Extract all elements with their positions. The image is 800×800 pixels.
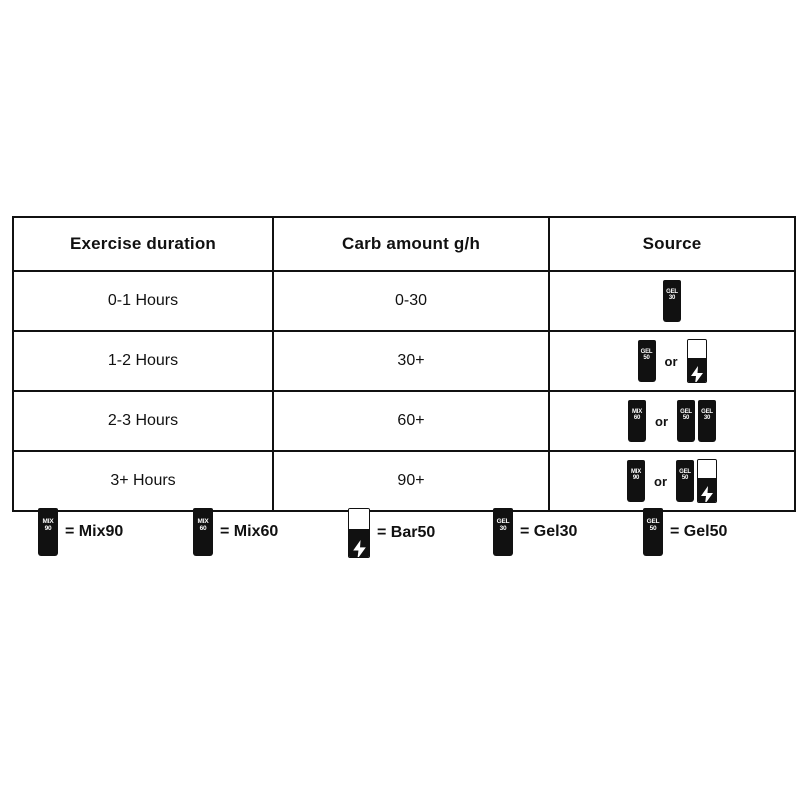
sachet-cap <box>649 508 657 512</box>
source-options <box>550 392 794 450</box>
product-gel50-icon <box>643 508 663 556</box>
or-separator: or <box>664 353 678 369</box>
source-option-group <box>687 339 707 383</box>
or-separator: or <box>655 413 668 429</box>
cell-carb-amount: 60+ <box>273 391 549 451</box>
product-label: GEL 50 <box>640 349 653 362</box>
product-bar50-icon <box>687 339 707 383</box>
product-label: GEL 30 <box>666 289 678 302</box>
legend-label: = Gel30 <box>520 523 578 540</box>
product-label: GEL 50 <box>679 469 691 482</box>
table-row <box>13 271 795 331</box>
cell-carb-amount: 90+ <box>273 451 549 511</box>
legend-item-gel30 <box>493 508 577 556</box>
product-mix60-icon <box>193 508 213 556</box>
product-label: GEL 30 <box>701 409 713 422</box>
column-header-carb-amount: Carb amount g/h <box>273 217 549 271</box>
column-header-source: Source <box>549 217 795 271</box>
cell-source <box>549 331 795 391</box>
source-options <box>550 452 794 510</box>
product-mix90-icon <box>627 460 645 502</box>
sachet-cap <box>643 340 651 344</box>
product-gel50-icon <box>638 340 656 382</box>
cell-duration: 3+ Hours <box>13 451 273 511</box>
legend-item-gel50 <box>643 508 727 556</box>
product-label: GEL 50 <box>646 518 660 532</box>
legend-label: = Mix60 <box>220 523 279 540</box>
sachet-cap <box>632 460 640 464</box>
legend-item-mix60 <box>193 508 278 556</box>
cell-carb-amount: 30+ <box>273 331 549 391</box>
cell-duration: 0-1 Hours <box>13 271 273 331</box>
legend-label: = Gel50 <box>670 523 728 540</box>
legend-item-bar50 <box>348 508 435 558</box>
sachet-cap <box>499 508 507 512</box>
source-option-group <box>676 459 717 503</box>
sachet-cap <box>44 508 52 512</box>
product-gel50-icon <box>676 460 694 502</box>
sachet-cap <box>633 400 641 404</box>
product-label: GEL 30 <box>496 518 510 532</box>
sachet-cap <box>199 508 207 512</box>
table-header-row <box>13 217 795 271</box>
cell-carb-amount: 0-30 <box>273 271 549 331</box>
table-row <box>13 391 795 451</box>
table-row <box>13 451 795 511</box>
bar-top-half <box>349 509 369 529</box>
legend-label: = Mix90 <box>65 523 124 540</box>
product-gel50-icon <box>677 400 695 442</box>
legend-label: = Bar50 <box>377 524 436 541</box>
product-label: MIX 60 <box>631 409 643 422</box>
source-option-group <box>677 400 716 442</box>
source-option-group <box>628 400 646 442</box>
table-row <box>13 331 795 391</box>
sachet-cap <box>703 400 711 404</box>
product-label: GEL 50 <box>680 409 692 422</box>
cell-duration: 1-2 Hours <box>13 331 273 391</box>
product-gel30-icon <box>698 400 716 442</box>
source-options <box>550 272 794 330</box>
source-option-group <box>627 460 645 502</box>
legend <box>38 508 778 588</box>
source-option-group <box>638 340 656 382</box>
sachet-cap <box>682 400 690 404</box>
product-label: MIX 90 <box>42 518 54 532</box>
bar-top-half <box>688 340 706 358</box>
product-mix90-icon <box>38 508 58 556</box>
or-separator: or <box>654 473 667 489</box>
product-label: MIX 60 <box>197 518 209 532</box>
product-gel30-icon <box>493 508 513 556</box>
product-bar50-icon <box>697 459 717 503</box>
cell-source <box>549 271 795 331</box>
cell-duration: 2-3 Hours <box>13 391 273 451</box>
bar-top-half <box>698 460 716 478</box>
source-options <box>550 332 794 390</box>
carb-intake-table <box>12 216 796 512</box>
cell-source <box>549 451 795 511</box>
legend-item-mix90 <box>38 508 123 556</box>
product-gel30-icon <box>663 280 681 322</box>
column-header-exercise-duration: Exercise duration <box>13 217 273 271</box>
product-mix60-icon <box>628 400 646 442</box>
cell-source <box>549 391 795 451</box>
sachet-cap <box>681 460 689 464</box>
product-label: MIX 90 <box>630 469 642 482</box>
sachet-cap <box>668 280 676 284</box>
product-bar50-icon <box>348 508 370 558</box>
